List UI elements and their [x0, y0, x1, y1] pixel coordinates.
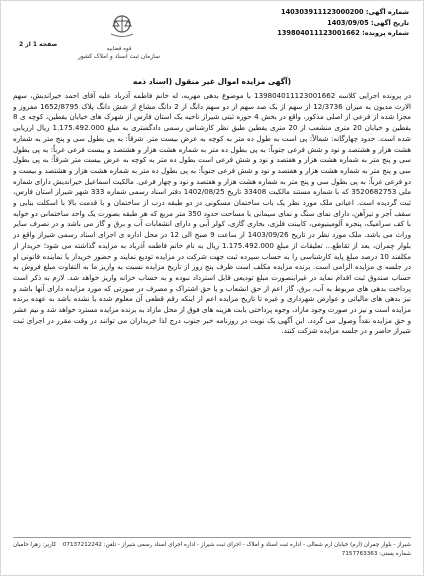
- document-footer: [13, 541, 411, 559]
- document-header: [1, 1, 423, 71]
- notice-number: شماره آگهی: 140303911123000200: [280, 8, 409, 16]
- org-sub: قوه قضاییه: [106, 46, 132, 52]
- org-name: سازمان ثبت اسناد و املاک کشور: [77, 53, 161, 60]
- notice-meta: [259, 7, 409, 39]
- case-number: شماره پرونده: 139804011123001662: [277, 29, 409, 37]
- page-title: (آگهی مزایده اموال غیر منقول (اسناد ذمه: [132, 77, 292, 86]
- org-logo-text: [73, 45, 165, 61]
- page-number: صفحه 1 از 2: [19, 41, 58, 48]
- notice-body: در پرونده اجرایی کلاسه 139804011123001662 با موضوع بدهی مهریه، له خانم فاطمه آذرباد علیه آقای احمد خیراندیش، سهم الارث مدیون به میزان 12/3736 از سهم از یک صد سهم از دو سهم دانگ از 2 دانگ مشاع از شش دانگ پلاک 1652/8795 مفروز و مجزا شده از فرعی از اصلی مذکور، واقع در بخش 4 حوزه ثبتی شیراز ناحیه یک استان فارس از شهرک های خیابان یقطین، کوچه ی 8 یقطین و خیابان 20 متری منشعب از 20 متری یقطین طبق نظر کارشناس رسمی دادگستری به مبلغ 1.175.492.000 ریال ارزیابی شده است. حدود چهارگانه: شمالاً: پی است به طول ده متر به کوچه به عرض بیست متر. شرقاً: به پی بطول سی و پنج متر به شماره هشت هزار و هشتصد و نود و شش فرعی جنوباً: به پی بطول ده متر به شماره هشت هزار و هشتصد و بیست فرعی غرباً: به پی بطول سی و پنج متر به شماره هشت هزار و هفتصد و نود و شش فرعی است بطول ده متر به کوچه به عرض بیست متر شرقاً: به پی بطول سی و پنج متر به شماره هشت هزار و هفتصد و نود و شش فرعی جنوباً: به پی بطول ده متر به شماره هشت هزار و هشتصد و بیست و دو فرعی غرباً: به پی بطول سی و پنج متر به شماره هشت هزار و هفتصد و نود و چهار فرعی. مالکیت اسماعیل خیراندیش دارای شماره ملی 3520682753 که با شماره مستند مالکیت 33408 تاریخ 1402/08/25 دفتر اسناد رسمی شماره 333 شهر شیراز استان فارس، ثبت گردیده است. اعیانی ملک مورد نظر یک باب ساختمان مسکونی در دو طبقه درب از ساختمان و با قدمت بالا با اسکلت بنایی و سقف آجر و تیرآهن، دارای نمای سنگ و نمای سیمانی با مساحت حدود 350 متر مربع که هر طبقه بصورت یک واحد ساختمانی دو خوابه با کف سرامیک، پنجره آلومینیومی، کابینت فلزی، بخاری گازی، کولر آبی و دارای انشعابات آب و برق و گاز می باشد و در تصرف سایر وراث می باشد. ملک مورد نظر در تاریخ 1403/09/26 از ساعت 9 صبح الی 12 در محل اداره ی اجرای اسناد رسمی شیراز واقع در بلوار چمران، بعد از تقاطع... تعلیقات از مبلغ 1.175.492.000 ریال به نام خانم فاطمه آذرباد به مزایده گذاشته می شود؛ خریدار از مکلفند 10 درصد مبلغ پایه کارشناسی را به حساب سپرده ثبت جهت شرکت در مزایده تودیع نمایند و حضور خریدار یا نماینده قانونی او در جلسه ی مزایده الزامی است. برنده مزایده مکلف است ظرف پنج روز از تاریخ مزایده نسبت به واریز ما به التفاوت مبلغ فروش به حساب صندوق ثبت اقدام نماید در غیراینصورت مبلغ تودیعی قابل استرداد نبوده و به حساب خزانه واریز خواهد شد. لازم به ذکر است پرداخت بدهی های مربوط به آب، برق، گاز اعم از حق انشعاب و یا حق اشتراک و مصرف در صورتی که مورد مزایده دارای آنها باشد و نیز بدهی های مالیاتی و عوارض شهرداری و غیره تا تاریخ مزایده اعم از اینکه رقم قطعی آن معلوم شده یا نشده باشد به عهده برنده مزایده است و نیز در صورت وجود مازاد، وجوه پرداختی بابت هزینه های فوق از محل مازاد به برنده مزایده مسترد خواهد شد و نیم عشر و حق مزایده نقداً وصول می گردد. این آگهی یک نوبت در روزنامه خبر جنوب درج لذا خریداران می توانند در وقت مقرر در اجرای ثبت شیراز حاضر و در جلسه مزایده شرکت کنند.: [13, 91, 411, 336]
- notice-date: تاریخ آگهی: 1403/09/05: [327, 18, 409, 27]
- judiciary-emblem-icon: [105, 11, 139, 39]
- footer-user: کاربر: زهرا حامیان: [13, 542, 57, 548]
- footer-postal-code: شماره پستی: 7157763363: [341, 550, 411, 557]
- footer-address: شیراز - بلوار چمران (ارم) خیابان ارم شمالی - اداره ثبت اسناد و املاک - اجرای ثبت شیراز - اداره اجرای اسناد رسمی شیراز - تلفن: 07137212242: [62, 542, 411, 548]
- footer-divider: [13, 537, 411, 538]
